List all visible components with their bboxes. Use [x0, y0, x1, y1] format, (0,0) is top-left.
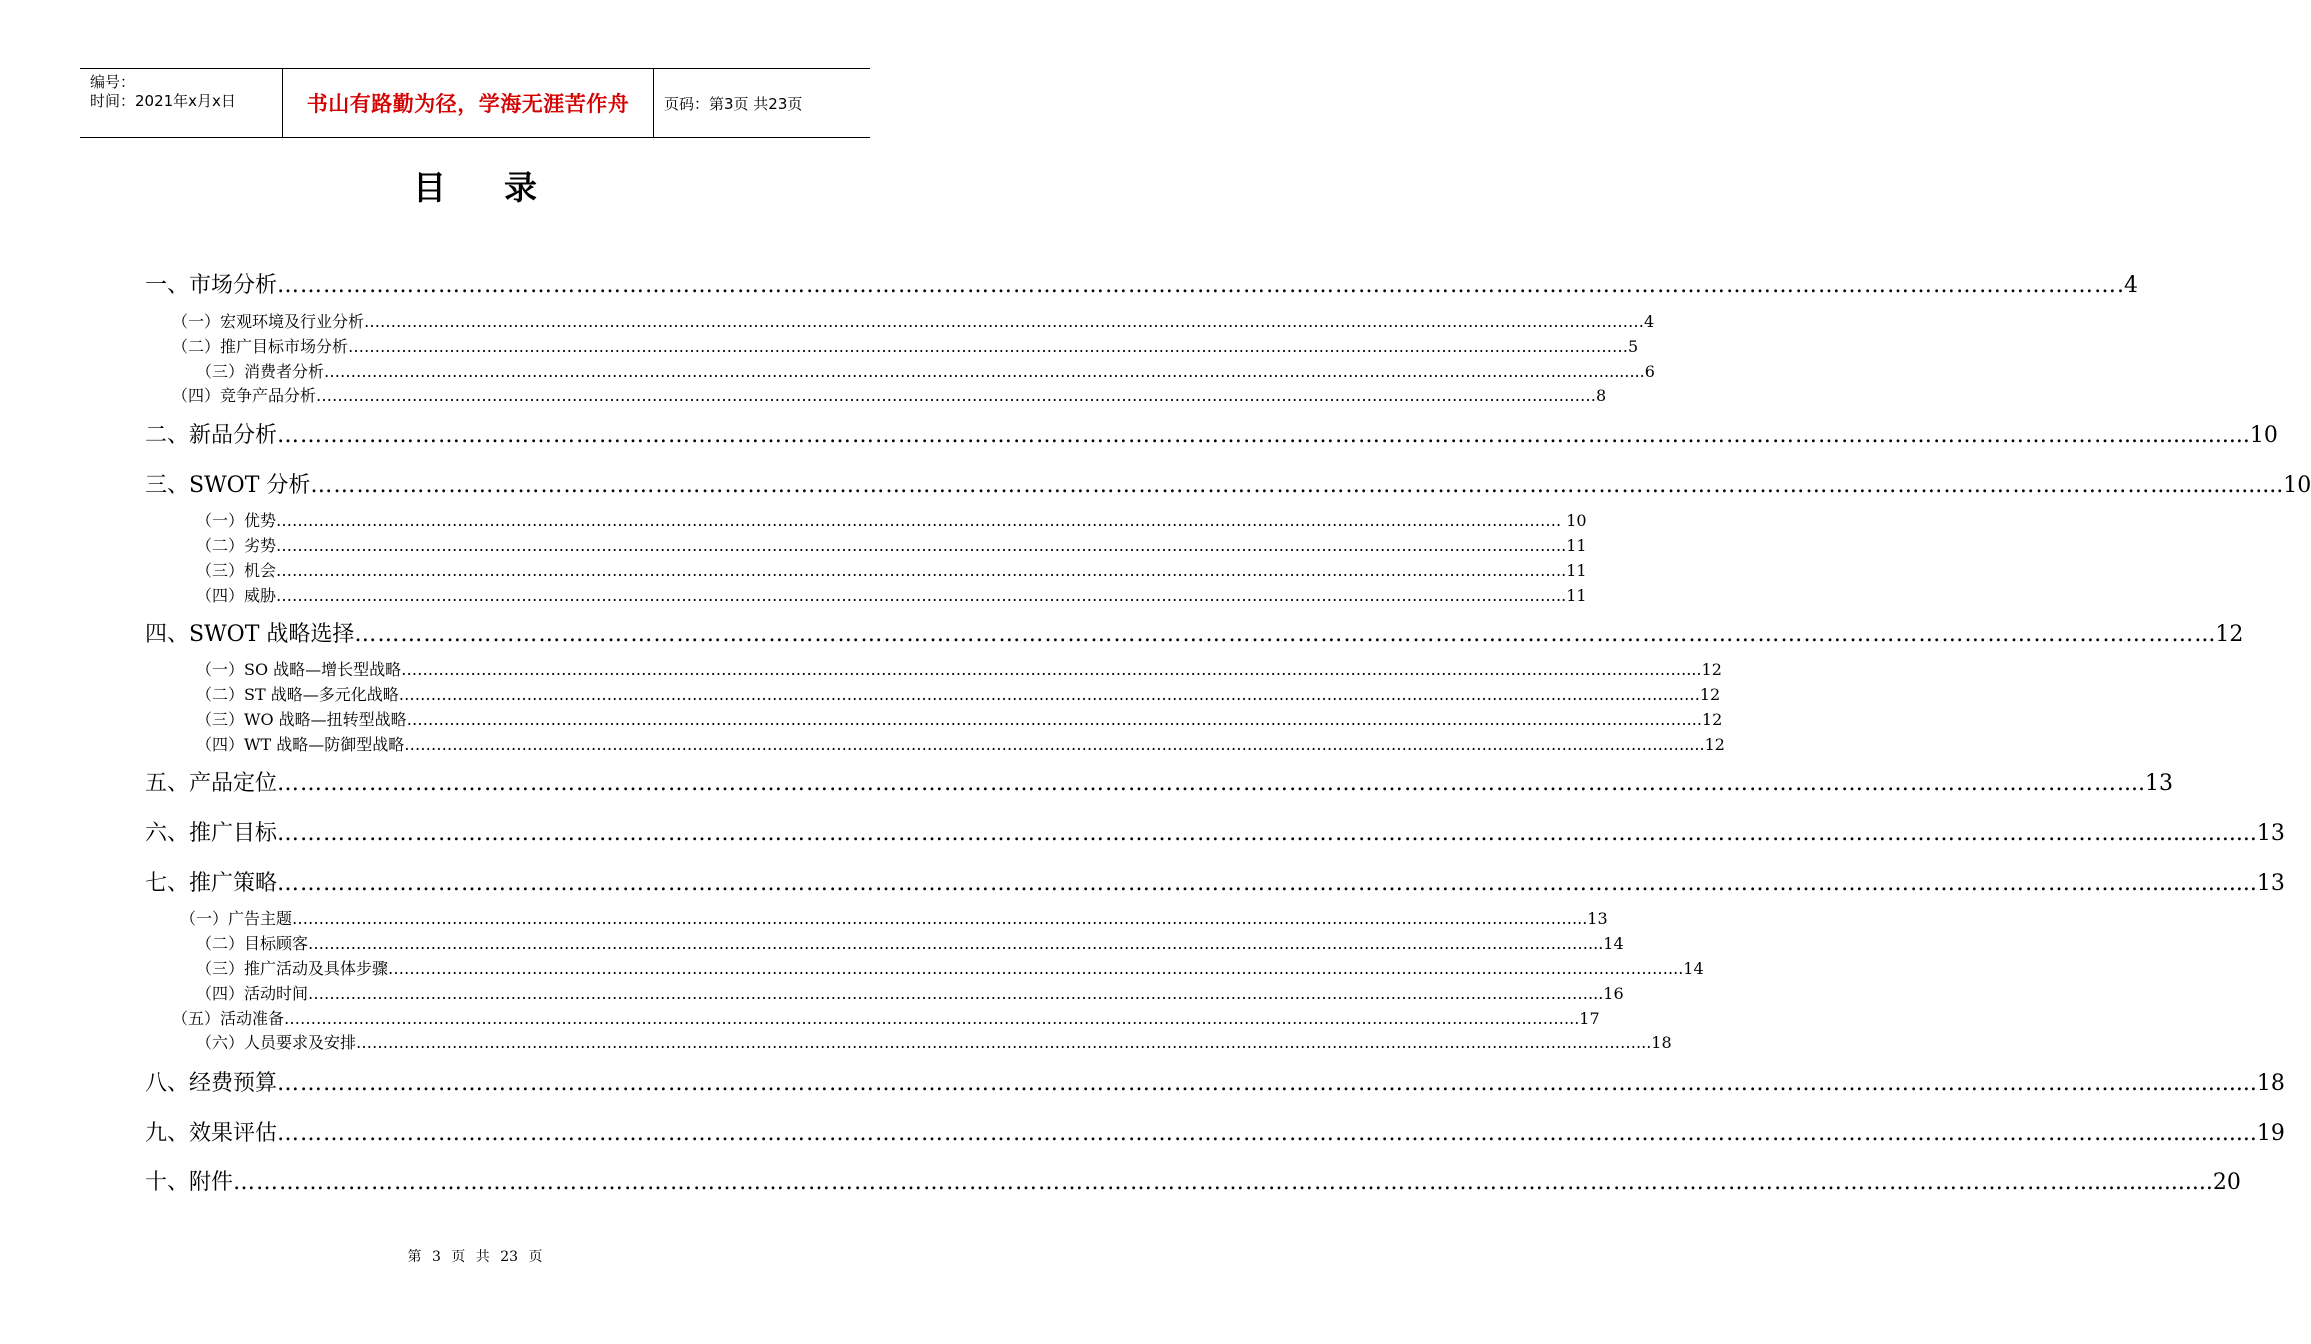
toc-entry-label: （三）WO 战略—扭转型战略	[196, 710, 407, 729]
toc-entry-section[interactable]	[196, 956, 1704, 978]
toc-dot-leader: ……………………………………………………………………………………………………………………………………………………………………………………………………………………	[277, 1071, 2118, 1096]
toc-entry-label: 七、推广策略	[145, 871, 278, 896]
toc-entry-section[interactable]	[196, 533, 1587, 555]
toc-entry-label: 九、效果评估	[145, 1121, 278, 1146]
toc-dot-leader: ……………………………………………………………………………………………………………………………………………………………………………………………………………………	[310, 473, 2151, 498]
toc-dot-leader: ……………………………………………………………………………………………………………………………………………………………………………………………………………………	[276, 561, 1557, 580]
toc-entry-chapter[interactable]	[145, 468, 2311, 498]
toc-dot-leader: ……………………………………………………………………………………………………………………………………………………………………………………………………………………	[277, 273, 2118, 298]
toc-dot-leader: ……………………………………………………………………………………………………………………………………………………………………………………………………………………	[406, 710, 1687, 729]
toc-entry-page: ....................13	[2117, 871, 2285, 896]
toc-entry-page: ...17	[1564, 1009, 1600, 1028]
toc-entry-label: （四）WT 战略—防御型战略	[196, 735, 405, 754]
toc-dot-leader: ……………………………………………………………………………………………………………………………………………………………………………………………………………………	[276, 511, 1557, 530]
toc-entry-label: （五）活动准备	[172, 1009, 285, 1028]
toc-dot-leader: ……………………………………………………………………………………………………………………………………………………………………………………………………………………	[348, 337, 1629, 356]
toc-entry-section[interactable]	[172, 383, 1607, 405]
toc-entry-page: ....13	[2117, 771, 2173, 796]
toc-entry-section[interactable]	[196, 682, 1721, 704]
toc-entry-section[interactable]	[172, 1006, 1600, 1028]
toc-entry-page: 8	[1596, 386, 1607, 405]
toc-entry-page: ...14	[1588, 934, 1624, 953]
toc-entry-page: . 10	[1556, 511, 1587, 530]
toc-entry-section[interactable]	[196, 707, 1723, 729]
toc-entry-page: ..11	[1556, 536, 1587, 555]
toc-entry-section[interactable]	[180, 906, 1608, 928]
toc-entry-section[interactable]	[196, 981, 1624, 1003]
toc-entry-label: （二）ST 战略—多元化战略	[196, 685, 399, 704]
toc-dot-leader: ……………………………………………………………………………………………………………………………………………………………………………………………………………………	[364, 312, 1645, 331]
toc-entry-page: ..11	[1556, 586, 1587, 605]
toc-dot-leader: ……………………………………………………………………………………………………………………………………………………………………………………………………………………	[316, 386, 1597, 405]
toc-entry-section[interactable]	[172, 309, 1655, 331]
toc-entry-label: 八、经费预算	[145, 1071, 278, 1096]
toc-entry-section[interactable]	[196, 1030, 1672, 1052]
toc-entry-chapter[interactable]	[145, 1066, 2285, 1096]
toc-entry-chapter[interactable]	[145, 1165, 2241, 1195]
toc-entry-label: （一）广告主题	[180, 909, 293, 928]
toc-entry-label: （二）劣势	[196, 536, 277, 555]
toc-entry-page: ........6	[1604, 362, 1655, 381]
toc-dot-leader: ……………………………………………………………………………………………………………………………………………………………………………………………………………………	[277, 1121, 2118, 1146]
toc-entry-label: 五、产品定位	[145, 771, 278, 796]
page-title-char-2: 录	[504, 168, 537, 207]
page-title-char-1: 目	[413, 168, 446, 207]
header-motto: 书山有路勤为径，学海无涯苦作舟	[306, 92, 630, 116]
toc-entry-label: 一、市场分析	[145, 273, 278, 298]
toc-dot-leader: ……………………………………………………………………………………………………………………………………………………………………………………………………………………	[284, 1009, 1565, 1028]
toc-entry-page: ...16	[1588, 984, 1624, 1003]
toc-entry-label: 四、SWOT 战略选择	[145, 622, 355, 647]
toc-entry-label: 六、推广目标	[145, 821, 278, 846]
toc-entry-chapter[interactable]	[145, 816, 2285, 846]
toc-entry-chapter[interactable]	[145, 766, 2173, 796]
toc-dot-leader: ……………………………………………………………………………………………………………………………………………………………………………………………………………………	[401, 660, 1682, 679]
toc-dot-leader: ……………………………………………………………………………………………………………………………………………………………………………………………………………………	[398, 685, 1679, 704]
toc-entry-section[interactable]	[196, 508, 1587, 530]
toc-dot-leader: ……………………………………………………………………………………………………………………………………………………………………………………………………………………	[356, 1033, 1637, 1052]
toc-entry-label: （二）推广目标市场分析	[172, 337, 349, 356]
toc-dot-leader: ……………………………………………………………………………………………………………………………………………………………………………………………………………………	[404, 735, 1685, 754]
document-time-label: 时间：2021年x月x日	[90, 92, 236, 110]
toc-entry-page: ...14	[1668, 959, 1704, 978]
toc-entry-page: 5	[1628, 337, 1639, 356]
toc-entry-page: ...13	[1572, 909, 1608, 928]
toc-entry-page: ...12	[1686, 710, 1723, 729]
toc-dot-leader: ……………………………………………………………………………………………………………………………………………………………………………………………………………………	[324, 362, 1605, 381]
toc-entry-label: （三）推广活动及具体步骤	[196, 959, 389, 978]
toc-entry-chapter[interactable]	[145, 268, 2139, 298]
toc-entry-page: ...18	[1636, 1033, 1672, 1052]
toc-entry-page: ...................10	[2150, 473, 2311, 498]
toc-entry-label: （四）威胁	[196, 586, 277, 605]
toc-entry-section[interactable]	[196, 732, 1725, 754]
toc-dot-leader: ……………………………………………………………………………………………………………………………………………………………………………………………………………………	[276, 536, 1557, 555]
toc-entry-label: （三）消费者分析	[196, 362, 325, 381]
toc-entry-page: ....................13	[2117, 821, 2285, 846]
toc-entry-label: 十、附件	[145, 1170, 234, 1195]
toc-entry-page: .4	[2117, 273, 2139, 298]
toc-entry-label: （一）优势	[196, 511, 277, 530]
toc-entry-page: 4	[1644, 312, 1655, 331]
toc-entry-page: ...12	[2194, 622, 2244, 647]
toc-entry-section[interactable]	[196, 583, 1587, 605]
toc-entry-section[interactable]	[196, 931, 1624, 953]
toc-entry-label: 三、SWOT 分析	[145, 473, 311, 498]
toc-entry-label: （四）活动时间	[196, 984, 309, 1003]
toc-entry-chapter[interactable]	[145, 866, 2285, 896]
toc-entry-chapter[interactable]	[145, 1116, 2285, 1146]
toc-entry-page: ....................19	[2117, 1121, 2285, 1146]
toc-entry-label: （三）机会	[196, 561, 277, 580]
toc-dot-leader: ……………………………………………………………………………………………………………………………………………………………………………………………………………………	[277, 821, 2118, 846]
toc-dot-leader: ……………………………………………………………………………………………………………………………………………………………………………………………………………………	[277, 771, 2118, 796]
toc-dot-leader: ……………………………………………………………………………………………………………………………………………………………………………………………………………………	[277, 423, 2118, 448]
toc-dot-leader: ……………………………………………………………………………………………………………………………………………………………………………………………………………………	[276, 586, 1557, 605]
toc-entry-section[interactable]	[196, 657, 1722, 679]
toc-entry-label: 二、新品分析	[145, 423, 278, 448]
toc-entry-section[interactable]	[196, 558, 1587, 580]
toc-entry-page: ...................10	[2117, 423, 2278, 448]
toc-entry-page: ....12	[1681, 660, 1722, 679]
toc-dot-leader: ……………………………………………………………………………………………………………………………………………………………………………………………………………………	[308, 934, 1589, 953]
toc-entry-page: ....................18	[2117, 1071, 2285, 1096]
page-footer: 第 3 页 共 23 页	[407, 1249, 543, 1265]
toc-dot-leader: ……………………………………………………………………………………………………………………………………………………………………………………………………………………	[233, 1170, 2074, 1195]
toc-entry-page: ....12	[1684, 735, 1725, 754]
toc-entry-label: （一）SO 战略—增长型战略	[196, 660, 402, 679]
toc-entry-section[interactable]	[172, 334, 1639, 356]
toc-entry-chapter[interactable]	[145, 617, 2244, 647]
toc-entry-label: （一）宏观环境及行业分析	[172, 312, 365, 331]
toc-dot-leader: ……………………………………………………………………………………………………………………………………………………………………………………………………………………	[292, 909, 1573, 928]
toc-entry-label: （四）竞争产品分析	[172, 386, 317, 405]
toc-entry-page: ....................20	[2073, 1170, 2241, 1195]
toc-entry-chapter[interactable]	[145, 418, 2278, 448]
toc-entry-label: （二）目标顾客	[196, 934, 309, 953]
header-page-info: 页码：第3页 共23页	[664, 94, 803, 113]
toc-dot-leader: ……………………………………………………………………………………………………………………………………………………………………………………………………………………	[388, 959, 1669, 978]
toc-entry-label: （六）人员要求及安排	[196, 1033, 357, 1052]
document-number-label: 编号：	[90, 73, 136, 91]
toc-entry-section[interactable]	[196, 359, 1655, 381]
toc-dot-leader: ……………………………………………………………………………………………………………………………………………………………………………………………………………………	[277, 871, 2118, 896]
toc-dot-leader: ……………………………………………………………………………………………………………………………………………………………………………………………………………………	[308, 984, 1589, 1003]
toc-dot-leader: ……………………………………………………………………………………………………………………………………………………………………………………………………………………	[354, 622, 2195, 647]
toc-entry-page: ….12	[1678, 685, 1721, 704]
toc-entry-page: ..11	[1556, 561, 1587, 580]
